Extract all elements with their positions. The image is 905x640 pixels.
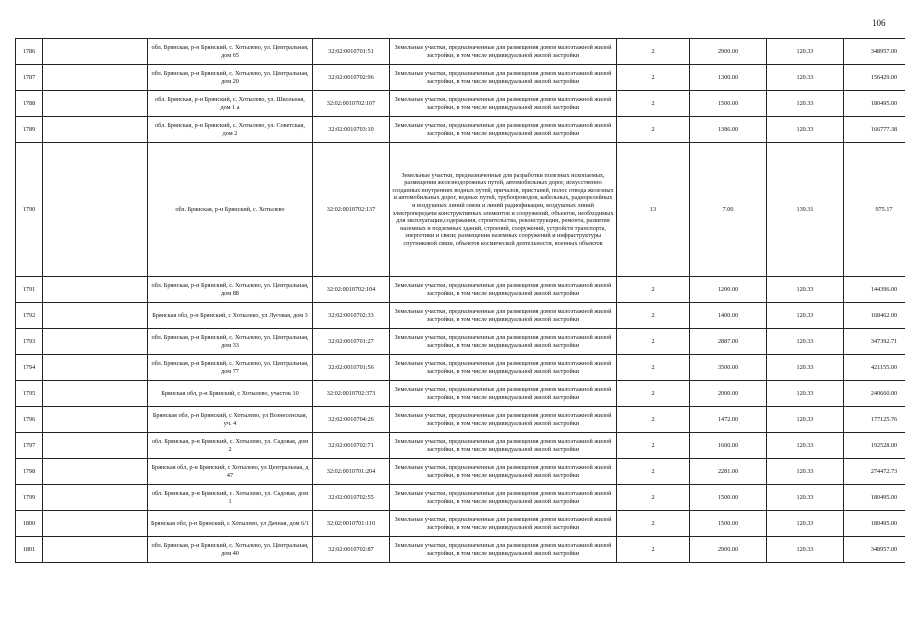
empty-cell [43,537,148,563]
row-number: 1799 [16,485,43,511]
use-group-cell: 13 [617,143,690,277]
cadastral-number-cell: 32:02:0010702:87 [313,537,390,563]
unit-value-cell: 120.33 [767,117,844,143]
page-number: 106 [872,18,886,28]
empty-cell [43,277,148,303]
empty-cell [43,65,148,91]
empty-cell [43,511,148,537]
cadastral-value-cell: 421155.00 [844,355,905,381]
address-cell: Брянская обл, р-н Брянский, с Хотылево, ул Центральная, д 47 [148,459,313,485]
address-cell: обл. Брянская, р-н Брянский, с. Хотылево, ул. Центральная, дом 33 [148,329,313,355]
address-cell: обл. Брянская, р-н Брянский, с. Хотылево, ул. Советская, дом 2 [148,117,313,143]
address-cell: обл. Брянская, р-н Брянский, с. Хотылево, ул. Центральная, дом 65 [148,39,313,65]
empty-cell [43,91,148,117]
use-group-cell: 2 [617,537,690,563]
cadastral-value-cell: 274472.73 [844,459,905,485]
unit-value-cell: 120.33 [767,381,844,407]
area-cell: 1472.00 [690,407,767,433]
use-group-cell: 2 [617,117,690,143]
empty-cell [43,433,148,459]
area-cell: 2281.00 [690,459,767,485]
row-number: 1800 [16,511,43,537]
cadastral-value-cell: 348957.00 [844,537,905,563]
cadastral-value-cell: 144396.00 [844,277,905,303]
cadastral-number-cell: 32:02:0010702:137 [313,143,390,277]
area-cell: 7.00 [690,143,767,277]
use-group-cell: 2 [617,381,690,407]
area-cell: 1500.00 [690,91,767,117]
table-row [16,303,905,329]
land-use-cell: Земельные участки, предназначенные для размещения домов малоэтажной жилой застройки, в том числе индивидуальной жилой застройки [390,485,617,511]
cadastral-number-cell: 32:02:0010702:71 [313,433,390,459]
unit-value-cell: 120.33 [767,303,844,329]
address-cell: Брянская обл, р-н Брянский, с Хотылево, ул Луговая, дом 3 [148,303,313,329]
cadastral-value-cell: 192528.00 [844,433,905,459]
table-row [16,407,905,433]
row-number: 1798 [16,459,43,485]
address-cell: обл. Брянская, р-н Брянский, с. Хотылево, ул. Центральная, дом 20 [148,65,313,91]
area-cell: 1400.00 [690,303,767,329]
address-cell: Брянская обл, р-н Брянский, с Хотылево, участок 10 [148,381,313,407]
cadastral-value-cell: 177125.76 [844,407,905,433]
use-group-cell: 2 [617,485,690,511]
land-use-cell: Земельные участки, предназначенные для размещения домов малоэтажной жилой застройки, в том числе индивидуальной жилой застройки [390,511,617,537]
cadastral-number-cell: 32:02:0010701:204 [313,459,390,485]
use-group-cell: 2 [617,303,690,329]
use-group-cell: 2 [617,407,690,433]
land-use-cell: Земельные участки, предназначенные для размещения домов малоэтажной жилой застройки, в том числе индивидуальной жилой застройки [390,303,617,329]
cadastral-number-cell: 32:02:0010702:373 [313,381,390,407]
area-cell: 2900.00 [690,537,767,563]
use-group-cell: 2 [617,459,690,485]
cadastral-value-cell: 180495.00 [844,485,905,511]
land-use-cell: Земельные участки, предназначенные для размещения домов малоэтажной жилой застройки, в том числе индивидуальной жилой застройки [390,39,617,65]
area-cell: 3500.00 [690,355,767,381]
use-group-cell: 2 [617,65,690,91]
table-row [16,329,905,355]
use-group-cell: 2 [617,39,690,65]
cadastral-value-cell: 180495.00 [844,91,905,117]
cadastral-value-cell: 975.17 [844,143,905,277]
unit-value-cell: 120.33 [767,39,844,65]
land-use-cell: Земельные участки, предназначенные для размещения домов малоэтажной жилой застройки, в том числе индивидуальной жилой застройки [390,433,617,459]
area-cell: 1500.00 [690,511,767,537]
cadastral-value-cell: 347392.71 [844,329,905,355]
row-number: 1786 [16,39,43,65]
use-group-cell: 2 [617,433,690,459]
cadastral-value-cell: 156429.00 [844,65,905,91]
cadastral-number-cell: 32:02:0010703:10 [313,117,390,143]
address-cell: обл. Брянская, р-н Брянский, с. Хотылево, ул. Центральная, дом 40 [148,537,313,563]
row-number: 1793 [16,329,43,355]
table-row [16,39,905,65]
empty-cell [43,303,148,329]
unit-value-cell: 120.33 [767,433,844,459]
land-use-cell: Земельные участки, предназначенные для размещения домов малоэтажной жилой застройки, в том числе индивидуальной жилой застройки [390,537,617,563]
empty-cell [43,329,148,355]
use-group-cell: 2 [617,329,690,355]
empty-cell [43,143,148,277]
cadastral-number-cell: 32:02:0010704:26 [313,407,390,433]
row-number: 1797 [16,433,43,459]
area-cell: 1500.00 [690,485,767,511]
land-use-cell: Земельные участки, предназначенные для разработки полезных ископаемых, размещения железнодорожных путей, автомобильных дорог, искусственно созданных внутренних водных путей, причалов, пристаней, полос отвода железных и автомобильных дорог, водных путей, трубопроводов, кабельных, радиорелейных и воздушных линий связи и линий радиофикации, воздушных линий электропередачи конструктивных элементов и сооружений, объектов, необходимых для эксплуатации,содержания, строительства, реконструкции, ремонта, развития наземных и подземных зданий, строений, сооружений, устройств транспорта, энергетики и связи; размещения наземных сооружений и инфраструктуры спутниковой связи, объектов космической деятельности, военных объектов [390,143,617,277]
use-group-cell: 2 [617,91,690,117]
land-use-cell: Земельные участки, предназначенные для размещения домов малоэтажной жилой застройки, в том числе индивидуальной жилой застройки [390,355,617,381]
address-cell: обл. Брянская, р-н Брянский, с. Хотылево, ул. Центральная, дом 77 [148,355,313,381]
cadastral-number-cell: 32:02:0010702:107 [313,91,390,117]
row-number: 1801 [16,537,43,563]
unit-value-cell: 120.33 [767,511,844,537]
use-group-cell: 2 [617,277,690,303]
use-group-cell: 2 [617,511,690,537]
table-row [16,485,905,511]
empty-cell [43,485,148,511]
empty-cell [43,117,148,143]
table-row [16,117,905,143]
area-cell: 2887.00 [690,329,767,355]
land-use-cell: Земельные участки, предназначенные для размещения домов малоэтажной жилой застройки, в том числе индивидуальной жилой застройки [390,65,617,91]
table-row [16,65,905,91]
table-row [16,511,905,537]
cadastral-number-cell: 32:02:0010702:55 [313,485,390,511]
cadastral-value-cell: 240660.00 [844,381,905,407]
address-cell: обл. Брянская, р-н Брянский, с. Хотылево, ул. Школьная, дом 1 а [148,91,313,117]
address-cell: обл. Брянская, р-н Брянский, с. Хотылево, ул. Садовая, дом 1 [148,485,313,511]
land-use-cell: Земельные участки, предназначенные для размещения домов малоэтажной жилой застройки, в том числе индивидуальной жилой застройки [390,459,617,485]
cadastral-number-cell: 32:02:0010702:104 [313,277,390,303]
row-number: 1787 [16,65,43,91]
address-cell: Брянская обл, р-н Брянский, с Хотылево, ул Вознесенская, уч. 4 [148,407,313,433]
unit-value-cell: 120.33 [767,537,844,563]
land-use-cell: Земельные участки, предназначенные для размещения домов малоэтажной жилой застройки, в том числе индивидуальной жилой застройки [390,91,617,117]
row-number: 1796 [16,407,43,433]
empty-cell [43,407,148,433]
unit-value-cell: 139.31 [767,143,844,277]
cadastral-number-cell: 32:02:0010702:96 [313,65,390,91]
empty-cell [43,459,148,485]
land-registry-table [15,38,905,563]
row-number: 1795 [16,381,43,407]
area-cell: 2900.00 [690,39,767,65]
table-row [16,277,905,303]
address-cell: обл. Брянская, р-н Брянский, с. Хотылево, ул. Центральная, дом 88 [148,277,313,303]
cadastral-number-cell: 32:02:0010701:56 [313,355,390,381]
empty-cell [43,355,148,381]
row-number: 1794 [16,355,43,381]
table-row [16,381,905,407]
cadastral-value-cell: 180495.00 [844,511,905,537]
cadastral-number-cell: 32:02:0010701:51 [313,39,390,65]
row-number: 1791 [16,277,43,303]
table-row [16,91,905,117]
cadastral-number-cell: 32:02:0010702:33 [313,303,390,329]
cadastral-value-cell: 348957.00 [844,39,905,65]
table-row [16,143,905,277]
unit-value-cell: 120.33 [767,355,844,381]
row-number: 1792 [16,303,43,329]
land-use-cell: Земельные участки, предназначенные для размещения домов малоэтажной жилой застройки, в том числе индивидуальной жилой застройки [390,117,617,143]
cadastral-number-cell: 32:02:0010701:27 [313,329,390,355]
address-cell: Брянская обл, р-н Брянский, с Хотылево, ул Дачная, дом 6/1 [148,511,313,537]
table-row [16,459,905,485]
cadastral-value-cell: 168462.00 [844,303,905,329]
cadastral-number-cell: 32:02:0010701:110 [313,511,390,537]
table-row [16,537,905,563]
unit-value-cell: 120.33 [767,407,844,433]
unit-value-cell: 120.33 [767,459,844,485]
row-number: 1790 [16,143,43,277]
row-number: 1788 [16,91,43,117]
land-use-cell: Земельные участки, предназначенные для размещения домов малоэтажной жилой застройки, в том числе индивидуальной жилой застройки [390,407,617,433]
area-cell: 1300.00 [690,65,767,91]
land-use-cell: Земельные участки, предназначенные для размещения домов малоэтажной жилой застройки, в том числе индивидуальной жилой застройки [390,329,617,355]
use-group-cell: 2 [617,355,690,381]
cadastral-value-cell: 166777.38 [844,117,905,143]
unit-value-cell: 120.33 [767,485,844,511]
table-row [16,433,905,459]
empty-cell [43,381,148,407]
empty-cell [43,39,148,65]
address-cell: обл. Брянская, р-н Брянский, с. Хотылево [148,143,313,277]
area-cell: 1386.00 [690,117,767,143]
land-use-cell: Земельные участки, предназначенные для размещения домов малоэтажной жилой застройки, в том числе индивидуальной жилой застройки [390,277,617,303]
area-cell: 2000.00 [690,381,767,407]
table-row [16,355,905,381]
row-number: 1789 [16,117,43,143]
unit-value-cell: 120.33 [767,277,844,303]
unit-value-cell: 120.33 [767,91,844,117]
area-cell: 1200.00 [690,277,767,303]
area-cell: 1600.00 [690,433,767,459]
unit-value-cell: 120.33 [767,329,844,355]
land-use-cell: Земельные участки, предназначенные для размещения домов малоэтажной жилой застройки, в том числе индивидуальной жилой застройки [390,381,617,407]
unit-value-cell: 120.33 [767,65,844,91]
address-cell: обл. Брянская, р-н Брянский, с. Хотылево, ул. Садовая, дом 2 [148,433,313,459]
